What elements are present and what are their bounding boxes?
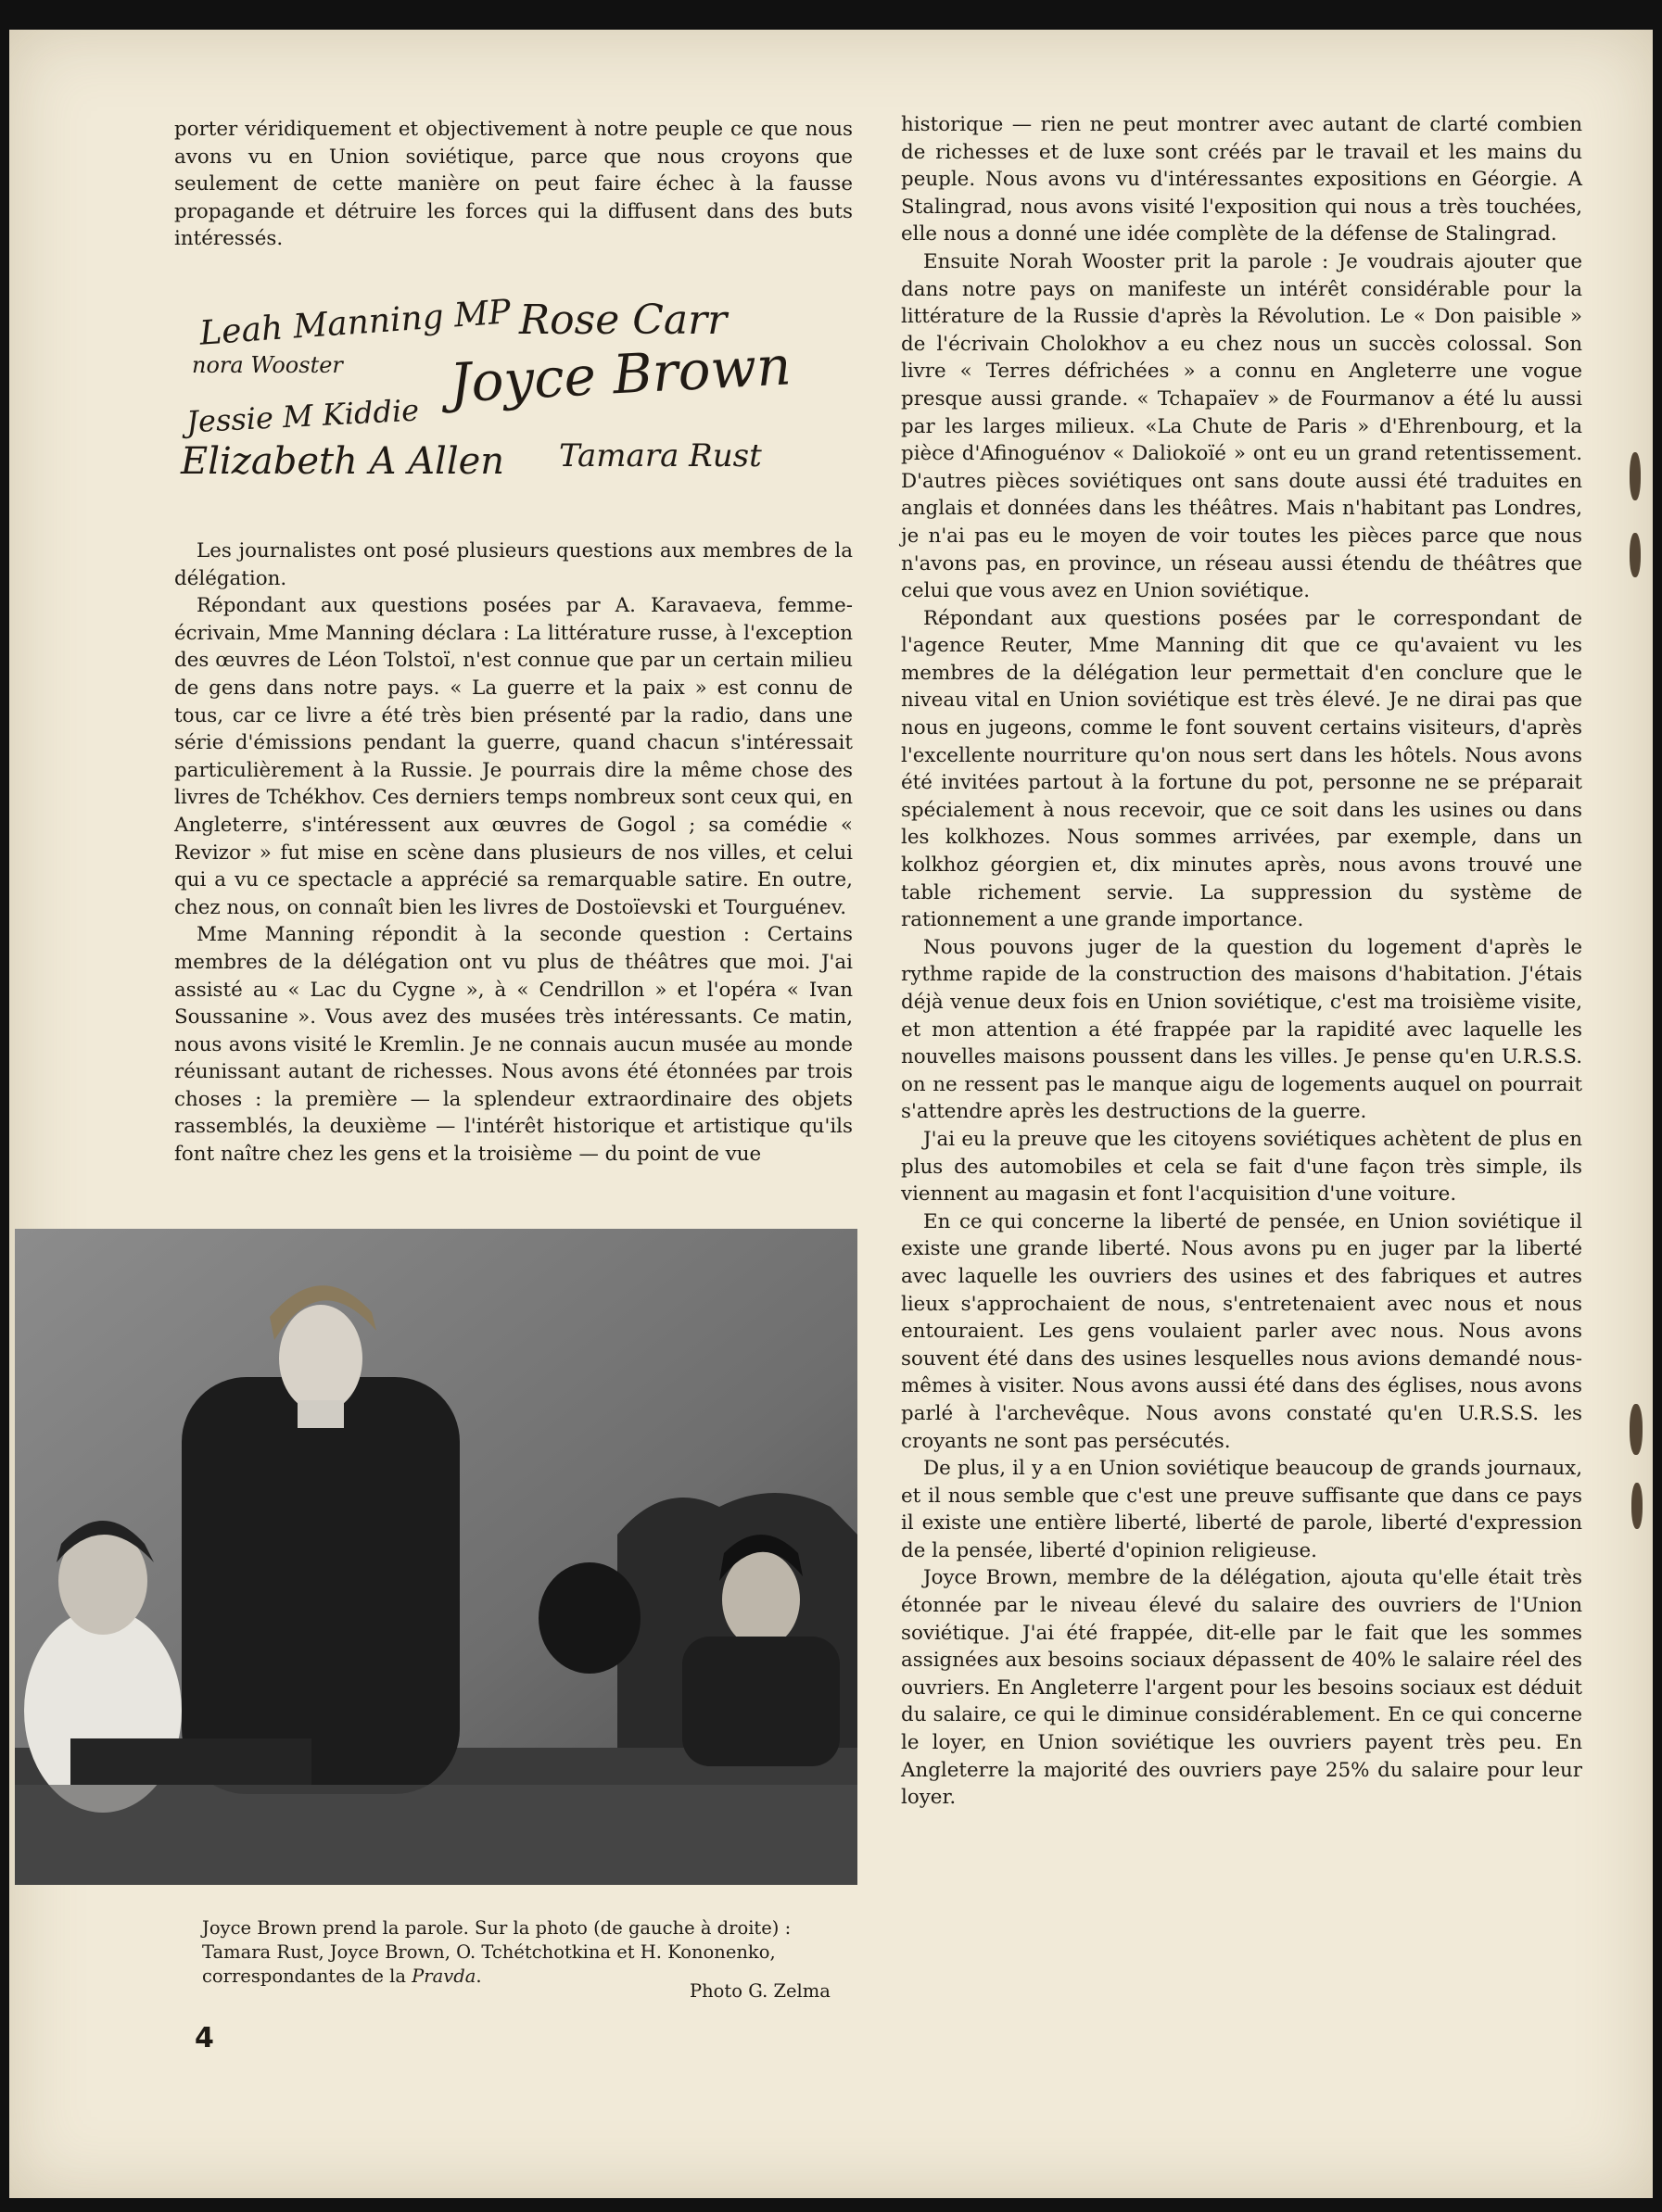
binding-stain (1630, 1404, 1643, 1455)
page-number: 4 (195, 2022, 214, 2054)
left-column-top (174, 116, 853, 253)
paragraph: historique — rien ne peut montrer avec autant de clarté combien de richesses et de luxe sont créés par le travail et les mains du peuple. Nous avons vu d'intéressantes expositions en Géorgie. A Stalingrad, nous avons visité l'exposition qui nous a très touchées, elle nous a donné une idée complète de la défense de Stalingrad. (901, 113, 1582, 246)
photo-caption (202, 1916, 851, 1989)
paragraph: Répondant aux questions posées par A. Karavaeva, femme-écrivain, Mme Manning déclara : La littérature russe, à l'exception des œuvres de Léon Tolstoï, n'est connue que par un certain milieu de gens dans notre pays. « La guerre et la paix » est connu de tous, car ce livre a été très bien présenté par la radio, dans une série d'émissions pendant la guerre, quand chacun s'intéressait particulièrement à la Russie. Je pourrais dire la même chose des livres de Tchékhov. Ces derniers temps nombreux sont ceux qui, en Angleterre, s'intéressent aux œuvres de Gogol ; sa comédie « Revizor » fut mise en scène dans plusieurs de nos villes, et celui qui a vu ce spectacle a apprécié sa remarquable satire. En outre, chez nous, on connaît bien les livres de Dostoïevski et Tourguénev. (174, 594, 853, 919)
paragraph: Les journalistes ont posé plusieurs questions aux membres de la délégation. (174, 539, 853, 590)
photo-credit: Photo G. Zelma (690, 1980, 831, 2002)
signature: Jessie M Kiddie (185, 392, 420, 440)
binding-stain (1630, 452, 1641, 500)
right-column (901, 111, 1582, 1812)
signature: Elizabeth A Allen (181, 440, 505, 483)
paragraph: Nous pouvons juger de la question du logement d'après le rythme rapide de la construction des maisons d'habitation. J'étais déjà venue deux fois en Union soviétique, c'est ma troisième visite, et mon attention a été frappée par la rapidité avec laquelle les nouvelles maisons poussent dans les villes. Je pense qu'en U.R.S.S. on ne ressent pas le manque aigu de logements auquel on pourrait s'attendre après les destructions de la guerre. (901, 935, 1582, 1124)
binding-stain (1631, 1483, 1643, 1529)
signature: Tamara Rust (559, 437, 762, 474)
signature: Leah Manning MP (197, 293, 513, 353)
caption-line: Tamara Rust, Joyce Brown, O. Tchétchotkina et H. Kononenko, (202, 1941, 776, 1963)
caption-text: . (476, 1966, 482, 1987)
signature: Rose Carr (519, 297, 728, 344)
press-photo (15, 1229, 857, 1885)
paragraph: J'ai eu la preuve que les citoyens soviétiques achètent de plus en plus des automobiles et cela se fait d'une façon très simple, ils viennent au magasin et font l'acquisition d'une voiture. (901, 1127, 1582, 1207)
paragraph: En ce qui concerne la liberté de pensée, en Union soviétique il existe une grande liberté. Nous avons pu en juger par la liberté avec laquelle les ouvriers des usines et des fabriques et autres lieux s'approchaient de nous, s'entretenaient avec nous et nous entouraient. Les gens voulaient parler avec nous. Nous avons souvent été dans des usines lesquelles nous avions demandé nous-mêmes à visiter. Nous avons aussi été dans des églises, nous avons parlé à l'archevêque. Nous avons constaté qu'en U.R.S.S. les croyants ne sont pas persécutés. (901, 1209, 1582, 1453)
left-column (174, 537, 853, 1169)
binding-stain (1630, 533, 1641, 577)
paragraph: porter véridiquement et objectivement à notre peuple ce que nous avons vu en Union soviétique, parce que nous croyons que seulement de cette manière on peut faire échec à la fausse propagande et détruire les forces qui la diffusent dans des buts intéressés. (174, 118, 853, 251)
signature: Joyce Brown (448, 334, 793, 415)
publication-name: Pravda (412, 1966, 476, 1987)
paragraph: Joyce Brown, membre de la délégation, ajouta qu'elle était très étonnée par le niveau élevé du salaire des ouvriers de l'Union soviétique. J'ai été frappée, dit-elle par le fait que les sommes assignées aux besoins sociaux dépassent de 40% le salaire réel des ouvriers. En Angleterre l'argent pour les besoins sociaux est déduit du salaire, ce qui le diminue considérablement. En ce qui concerne le loyer, en Union soviétique les ouvriers payent très peu. En Angleterre la majorité des ouvriers paye 25% du salaire pour leur loyer. (901, 1566, 1582, 1810)
paragraph: Répondant aux questions posées par le correspondant de l'agence Reuter, Mme Manning dit que ce qu'avaient vu les membres de la délégation leur permettait d'en conclure que le niveau vital en Union soviétique est très élevé. Je ne dirai pas que nous en jugeons, comme le font souvent certains visiteurs, d'après l'excellente nourriture qu'on nous sert dans les hôtels. Nous avons été invitées partout à la fortune du pot, personne ne se préparait spécialement à nous recevoir, que ce soit dans les usines ou dans les kolkhozes. Nous sommes arrivées, par exemple, dans un kolkhoz géorgien et, dix minutes après, nous avons trouvé une table richement servie. La suppression du système de rationnement a une grande importance. (901, 606, 1582, 932)
paragraph: De plus, il y a en Union soviétique beaucoup de grands journaux, et il nous semble que c'est une preuve suffisante que dans ce pays il existe une entière liberté, liberté de parole, liberté d'expression de la pensée, liberté d'opinion religieuse. (901, 1457, 1582, 1562)
signature-block (171, 259, 885, 556)
caption-text: correspondantes de la (202, 1966, 412, 1987)
paragraph: Ensuite Norah Wooster prit la parole : Je voudrais ajouter que dans notre pays on manifeste un intérêt considérable pour la littérature de la Russie d'après la Révolution. Le « Don paisible » de l'écrivain Cholokhov a eu chez nous un succès colossal. Son livre « Terres défrichées » a connu en Angleterre une vogue presque aussi grande. « Tchapaïev » de Fourmanov a été lu aussi par les larges milieux. «La Chute de Paris » d'Ehrenbourg, et la pièce d'Afinoguénov « Daliokoïé » ont eu un grand retentissement. D'autres pièces soviétiques ont sans doute aussi été traduites en anglais et données dans les théâtres. Mais n'habitant pas Londres, je n'ai pas eu le moyen de voir toutes les pièces parce que nous n'avons pas, en province, un réseau aussi étendu de théâtres que celui que vous avez en Union soviétique. (901, 249, 1582, 603)
caption-line: Joyce Brown prend la parole. Sur la photo (de gauche à droite) : (202, 1917, 792, 1939)
paragraph: Mme Manning répondit à la seconde question : Certains membres de la délégation ont vu plus de théâtres que moi. J'ai assisté au « Lac du Cygne », à « Cendrillon » et l'opéra « Ivan Soussanine ». Vous avez des musées très intéressants. Ce matin, nous avons visité le Kremlin. Je ne connais aucun musée au monde réunissant autant de richesses. Nous avons été étonnées par trois choses : la première — la splendeur extraordinaire des objets rassemblés, la deuxième — l'intérêt historique et artistique qu'ils font naître chez les gens et la troisième — du point de vue (174, 923, 853, 1167)
signature: nora Wooster (192, 352, 343, 378)
